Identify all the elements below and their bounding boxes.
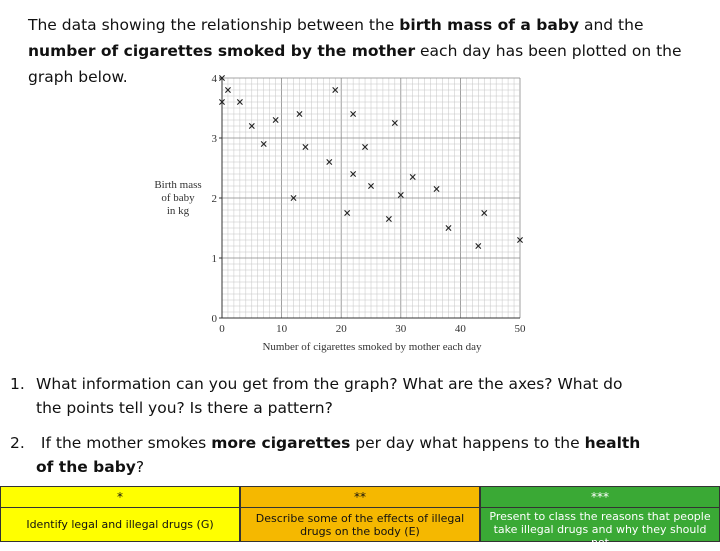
y-axis-label-line-3: in kg: [166, 205, 190, 217]
y-tick-label: 1: [211, 253, 217, 265]
x-tick-label: 50: [514, 323, 526, 335]
x-tick-label: 20: [335, 323, 347, 335]
intro-bold-2: number of cigarettes smoked by the mother: [28, 42, 416, 60]
intro-part-1: The data showing the relationship between the: [28, 16, 400, 34]
question-2-text-1: If the mother smokes: [36, 434, 212, 452]
x-tick-label: 10: [276, 323, 288, 335]
x-axis-label: Number of cigarettes smoked by mother each day: [262, 341, 482, 353]
y-tick-label: 4: [211, 73, 217, 85]
y-axis-label-line-2: of baby: [161, 192, 195, 204]
task-gold: [480, 486, 720, 549]
y-tick-labels: [212, 73, 223, 325]
task-bronze: [0, 486, 240, 542]
question-2-bold-1: more cigarettes: [211, 434, 351, 452]
question-1: [10, 372, 710, 420]
y-tick-label: 2: [211, 193, 217, 205]
y-tick-label: 0: [211, 313, 217, 325]
question-1-line-2: the points tell you? Is there a pattern?: [36, 399, 333, 417]
question-2: [10, 431, 710, 479]
question-2-number: 2.: [10, 434, 25, 452]
x-tick-label: 0: [219, 323, 225, 335]
question-1-number: 1.: [10, 375, 25, 393]
x-tick-label: 30: [395, 323, 407, 335]
question-1-line-1: What information can you get from the graph? What are the axes? What do: [36, 375, 623, 393]
task-silver: [240, 486, 480, 542]
task-gold-stars: ***: [481, 487, 719, 508]
x-tick-label: 40: [454, 323, 466, 335]
task-bronze-text: Identify legal and illegal drugs (G): [26, 518, 214, 531]
task-silver-stars: **: [241, 487, 479, 508]
chart-grid: [222, 78, 520, 318]
question-2-text-3: ?: [135, 458, 145, 476]
task-grid: [0, 486, 720, 549]
intro-part-3: each day has been plotted on the graph below.: [28, 42, 682, 86]
x-tick-labels: [219, 323, 526, 335]
scatter-chart: [140, 70, 526, 360]
task-bronze-stars: *: [1, 487, 239, 508]
question-2-bold-3: of the baby: [36, 458, 136, 476]
task-gold-text: Present to class the reasons that people take illegal drugs and why they should not: [489, 510, 711, 549]
task-silver-text: Describe some of the effects of illegal drugs on the body (E): [255, 511, 465, 538]
y-tick-label: 3: [211, 133, 217, 145]
question-2-text-2: per day what happens to the: [350, 434, 585, 452]
intro-bold-1: birth mass of a baby: [399, 16, 580, 34]
y-axis-label-line-1: Birth mass: [154, 179, 202, 191]
question-2-bold-2: health: [584, 434, 641, 452]
intro-part-2: and the: [579, 16, 644, 34]
